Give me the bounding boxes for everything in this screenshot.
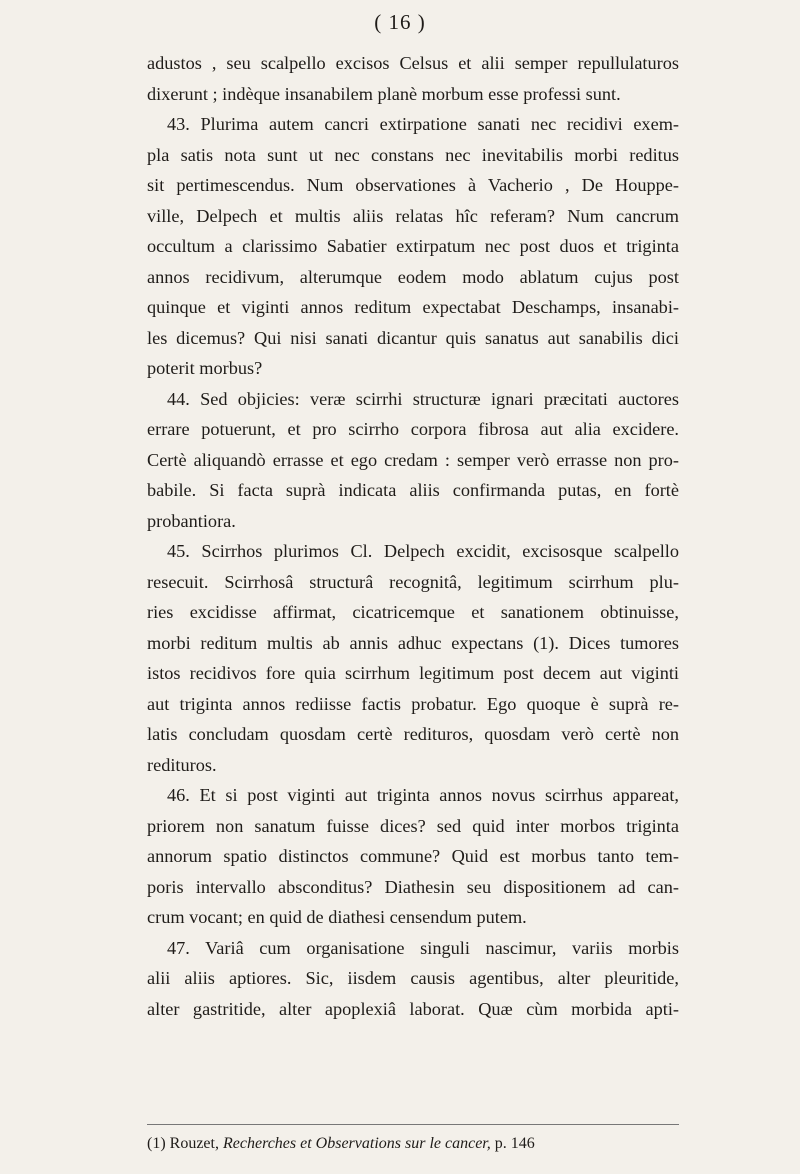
text-line: latis concludam quosdam certè redituros, quosdam verò certè non (147, 724, 679, 744)
text-line: quinque et viginti annos reditum expectabat Deschamps, insanabi- (147, 297, 679, 317)
text-line: annorum spatio distinctos commune? Quid est morbus tanto tem- (147, 846, 679, 866)
footnote-divider (147, 1124, 679, 1125)
text-line: 44. Sed objicies: veræ scirrhi structuræ ignari præcitati auctores (167, 388, 679, 409)
text-line: 43. Plurima autem cancri extirpatione sanati nec recidivi exem- (167, 114, 679, 134)
text-line: Certè aliquandò errasse et ego credam : semper verò errasse non pro- (147, 449, 679, 470)
text-line: dixerunt ; indèque insanabilem planè morbum esse professi sunt. (147, 83, 621, 104)
page-number: ( 16 ) (374, 10, 426, 34)
text-line: babile. Si facta suprà indicata aliis confirmanda putas, en fortè (147, 480, 679, 500)
text-line: 45. Scirrhos plurimos Cl. Delpech excidit, excisosque scalpello (167, 541, 679, 561)
text-line: errare potuerunt, et pro scirrho corpora fibrosa aut alia excidere. (147, 419, 679, 439)
text-line: poris intervallo absconditus? Diathesin seu dispositionem ad can- (147, 876, 679, 897)
body-text (147, 48, 679, 1024)
text-line: 46. Et si post viginti aut triginta annos novus scirrhus appareat, (167, 785, 679, 805)
text-line: alter gastritide, alter apoplexiâ laborat. Quæ cùm morbida apti- (147, 998, 679, 1019)
text-line: crum vocant; en quid de diathesi censendum putem. (147, 907, 527, 927)
text-line: adustos , seu scalpello excisos Celsus et alii semper repullulaturos (147, 53, 679, 73)
text-line: 47. Variâ cum organisatione singuli nascimur, variis morbis (167, 937, 679, 958)
text-line: aut triginta annos rediisse factis probatur. Ego quoque è suprà re- (147, 693, 679, 714)
footnote-page: p. 146 (494, 1135, 535, 1152)
text-line: les dicemus? Qui nisi sanati dicantur quis sanatus aut sanabilis dici (147, 327, 679, 348)
text-line: pla satis nota sunt ut nec constans nec inevitabilis morbi reditus (147, 144, 679, 165)
footnote-title: Recherches et Observations sur le cancer, (222, 1135, 491, 1152)
text-line: sit pertimescendus. Num observationes à Vacherio , De Houppe- (147, 175, 679, 195)
text-line: probantiora. (147, 510, 236, 531)
text-line: ville, Delpech et multis aliis relatas hîc referam? Num cancrum (147, 205, 679, 226)
text-line: morbi reditum multis ab annis adhuc expectans (1). Dices tumores (147, 632, 679, 653)
text-line: poterit morbus? (147, 358, 263, 378)
text-line: priorem non sanatum fuisse dices? sed quid inter morbos triginta (147, 815, 679, 836)
text-line: redituros. (147, 754, 217, 775)
text-line: annos recidivum, alterumque eodem modo ablatum cujus post (147, 266, 679, 287)
footnote (147, 1132, 679, 1156)
text-line: occultum a clarissimo Sabatier extirpatum nec post duos et triginta (147, 236, 679, 256)
text-line: alii aliis aptiores. Sic, iisdem causis agentibus, alter pleuritide, (147, 968, 679, 988)
text-line: ries excidisse affirmat, cicatricemque et sanationem obtinuisse, (147, 602, 679, 622)
footnote-author: Rouzet, (169, 1135, 219, 1152)
footnote-marker: (1) (147, 1135, 166, 1152)
text-line: istos recidivos fore quia scirrhum legitimum post decem aut viginti (147, 663, 679, 683)
text-line: resecuit. Scirrhosâ structurâ recognitâ, legitimum scirrhum plu- (147, 571, 679, 592)
